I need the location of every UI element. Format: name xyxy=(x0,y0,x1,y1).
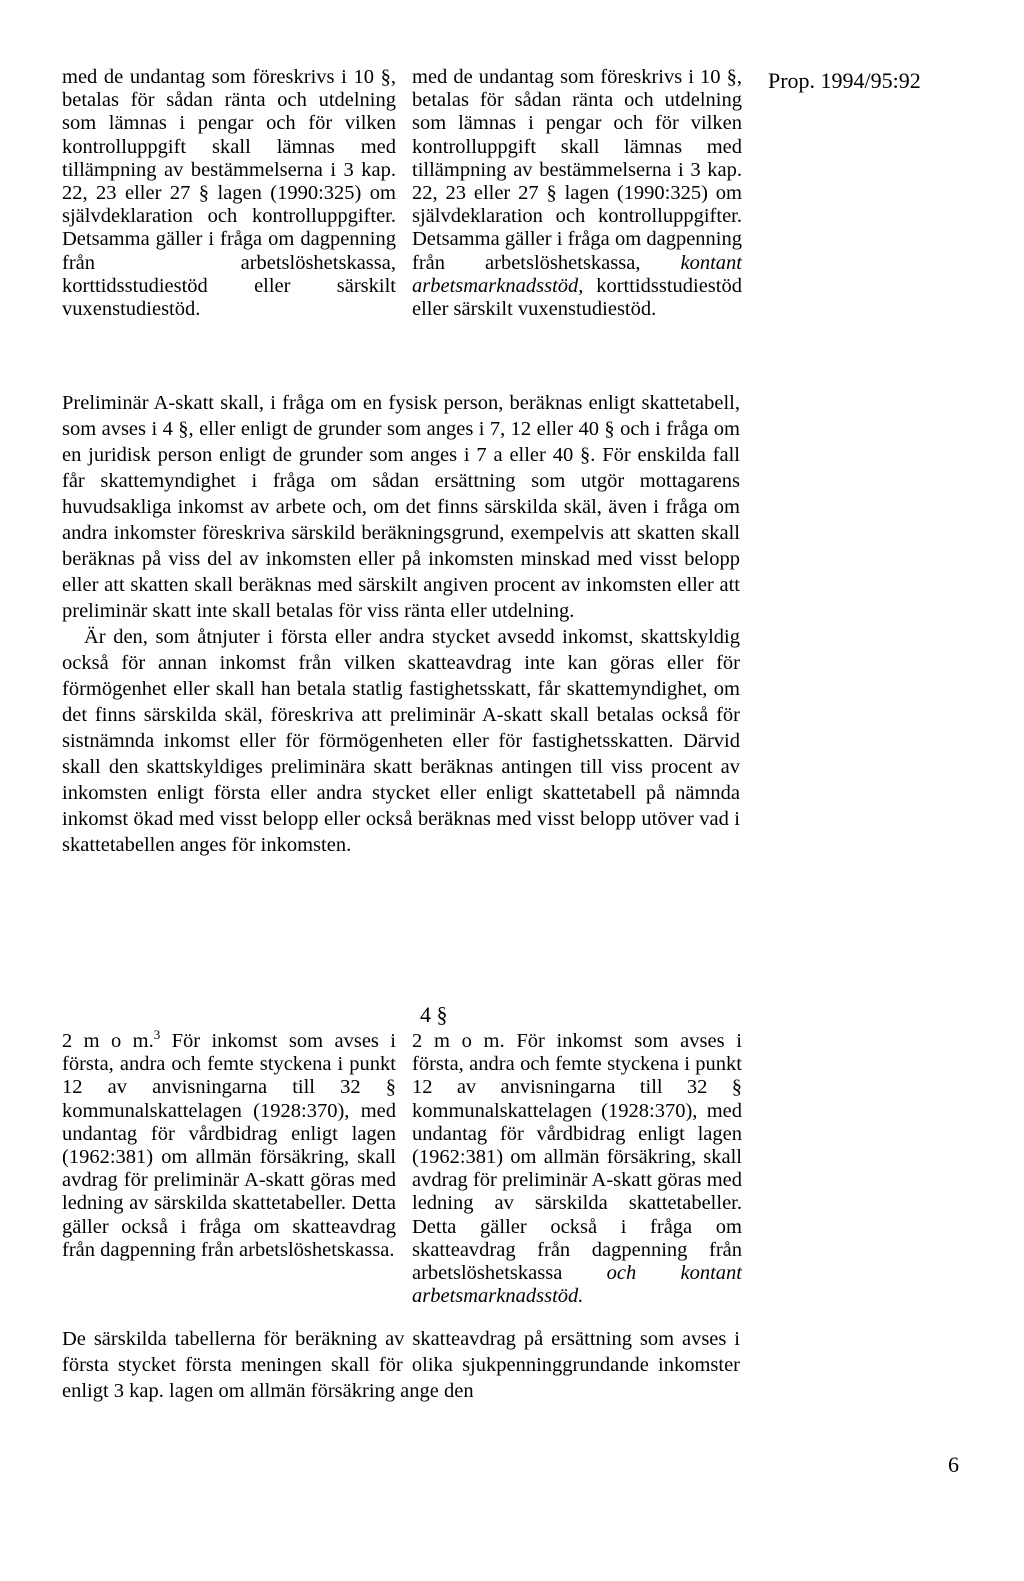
proposed-text-column-top xyxy=(412,66,742,321)
proposition-reference: Prop. 1994/95:92 xyxy=(768,68,921,93)
moment-label-current: 2 m o m. xyxy=(62,1030,154,1052)
body-paragraph-1: Preliminär A-skatt skall, i fråga om en fysisk person, beräknas enligt skattetabell, som avses i 4 §, eller enligt de grunder som anges i 7, 12 eller 40 § och i fråga om en juridisk person enligt de grunder som anges i 7 a eller 40 §. För enskilda fall får skattemyndighet i fråga om sådan ersättning som utgör mottagarens huvudsakliga inkomst av arbete och, om det finns särskilda skäl, även i fråga om andra inkomster föreskriva särskild beräkningsgrund, exempelvis att skatten skall beräknas på viss del av inkomsten eller på inkomsten minskad med visst belopp eller att skatten skall beräknas med särskilt angiven procent av inkomsten eller att preliminär skatt inte skall betalas för viss ränta eller utdelning. xyxy=(62,392,740,622)
page-number: 6 xyxy=(948,1452,959,1477)
current-moment-text: För inkomst som avses i första, andra och femte styckena i punkt 12 av anvisningarna till 32 § kommunalskattelagen (1928:370), med undantag för vårdbidrag enligt lagen (1962:381) om allmän försäkring, skall avdrag för preliminär A-skatt göras med ledning av särskilda skattetabeller. Detta gäller också i fråga om skatteavdrag från dagpenning från arbetslöshetskassa. xyxy=(62,1030,396,1261)
proposed-text-italic-insertion: kontant arbetsmarknadsstöd, xyxy=(412,251,742,297)
shared-body-text xyxy=(62,390,740,858)
proposed-moment-italic-insertion: och kontant arbetsmarknadsstöd. xyxy=(412,1262,743,1308)
proposed-text-column-bottom xyxy=(412,1030,742,1308)
body-paragraph-2: Är den, som åtnjuter i första eller andra stycket avsedd inkomst, skattskyldig också för annan inkomst från vilken skatteavdrag inte kan göras eller för förmögenhet eller skall han betala statlig fastighetsskatt, får skattemyndighet, om det finns särskilda skäl, föreskriva att preliminär A-skatt skall betalas också för sistnämnda inkomst eller för förmögenheten eller för fastighetsskatten. Därvid skall den skattskyldiges preliminära skatt beräknas antingen till viss procent av inkomsten enligt första eller andra stycket eller enligt skattetabell på nämnda inkomst ökad med visst belopp eller också beräknas med visst belopp utöver vad i skattetabellen anges för inkomsten. xyxy=(62,626,740,856)
footnote-marker: 3 xyxy=(153,1027,161,1043)
proposed-text-part-1: med de undantag som föreskrivs i 10 §, betalas för sådan ränta och utdelning som lämnas i pengar och för vilken kontrolluppgift skall lämnas med tillämpning av bestämmelserna i 3 kap. 22, 23 eller 27 § lagen (1990:325) om självdeklaration och kontrolluppgifter. Detsamma gäller i fråga om dagpenning från arbetslöshetskassa, xyxy=(412,66,742,274)
footer-paragraph: De särskilda tabellerna för beräkning av skatteavdrag på ersättning som avses i första stycket första meningen skall för olika sjukpenninggrundande inkomster enligt 3 kap. lagen om allmän försäkring ange den xyxy=(62,1328,740,1402)
current-text-column-bottom xyxy=(62,1027,396,1262)
section-heading: 4 § xyxy=(420,1002,448,1027)
proposed-text-part-2: korttidsstudiestöd eller särskilt vuxenstudiestöd. xyxy=(412,274,742,321)
moment-label-proposed: 2 m o m. xyxy=(412,1030,505,1052)
proposed-moment-text-1: För inkomst som avses i första, andra och femte styckena i punkt 12 av anvisningarna till 32 § kommunalskattelagen (1928:370), med undantag för vårdbidrag enligt lagen (1962:381) om allmän försäkring, skall avdrag för preliminär A-skatt göras med ledning av särskilda skattetabeller. Detta gäller också i fråga om skatteavdrag från dagpenning från arbetslöshetskassa xyxy=(412,1030,742,1285)
current-text-column-top xyxy=(62,66,396,321)
footer-body-text xyxy=(62,1326,740,1404)
current-text-paragraph: med de undantag som föreskrivs i 10 §, betalas för sådan ränta och utdelning som lämnas i pengar och för vilken kontrolluppgift skall lämnas med tillämpning av bestämmelserna i 3 kap. 22, 23 eller 27 § lagen (1990:325) om självdeklaration och kontrolluppgifter. Detsamma gäller i fråga om dagpenning från arbetslöshetskassa, korttidsstudiestöd eller särskilt vuxenstudiestöd. xyxy=(62,66,396,321)
